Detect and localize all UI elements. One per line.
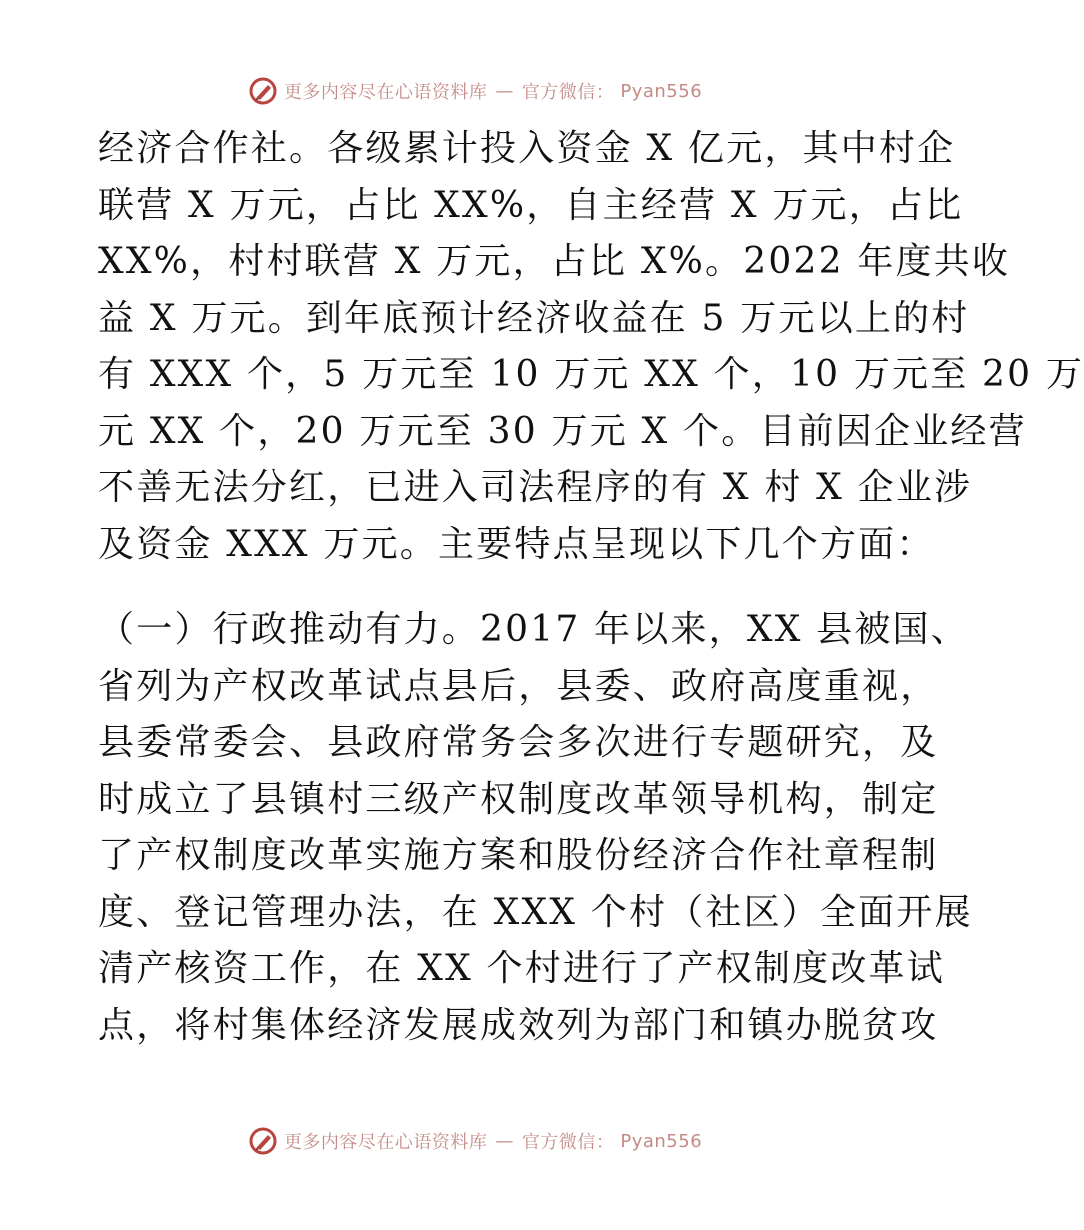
watermark-wechat-label: 官方微信： <box>521 1132 615 1153</box>
text-line: 有 XXX 个，5 万元至 10 万元 XX 个，10 万元至 20 万 <box>98 354 1084 395</box>
text-line: 益 X 万元。到年底预计经济收益在 5 万元以上的村 <box>98 297 970 339</box>
text-line: 度、登记管理办法，在 XXX 个村（社区）全面开展 <box>98 891 973 933</box>
text-line: XX%，村村联营 X 万元，占比 X%。2022 年度共收 <box>98 241 1011 282</box>
pen-logo-icon <box>248 1126 278 1156</box>
text-line: 元 XX 个，20 万元至 30 万元 X 个。目前因企业经营 <box>98 410 1027 452</box>
text-line: 不善无法分红，已进入司法程序的有 X 村 X 企业涉 <box>98 467 973 508</box>
text-line: 联营 X 万元，占比 XX%，自主经营 X 万元，占比 <box>98 184 964 226</box>
text-line: 点，将村集体经济发展成效列为部门和镇办脱贫攻 <box>98 1004 939 1046</box>
text-line: 清产核资工作，在 XX 个村进行了产权制度改革试 <box>98 948 945 989</box>
watermark-wechat-id: Pyan556 <box>620 80 703 102</box>
text-line: 经济合作社。各级累计投入资金 X 亿元，其中村企 <box>98 128 956 169</box>
text-line: 县委常委会、县政府常务会多次进行专题研究，及 <box>98 722 939 763</box>
text-line: 时成立了县镇村三级产权制度改革领导机构，制定 <box>98 778 939 820</box>
watermark-separator: — <box>495 1130 514 1152</box>
watermark-wechat-id: Pyan556 <box>620 1130 703 1152</box>
paragraph-administrative-push <box>98 602 973 1054</box>
text-line: （一）行政推动有力。2017 年以来，XX 县被国、 <box>98 609 969 650</box>
watermark-site-text: 更多内容尽在心语资料库 <box>283 1132 488 1153</box>
text-line: 省列为产权改革试点县后，县委、政府高度重视， <box>98 665 939 707</box>
text-line: 了产权制度改革实施方案和股份经济合作社章程制 <box>98 835 939 876</box>
header-watermark <box>0 76 950 106</box>
watermark-wechat-label: 官方微信： <box>521 82 615 103</box>
watermark-site-text: 更多内容尽在心语资料库 <box>283 82 488 103</box>
pen-logo-icon <box>248 76 278 106</box>
paragraph-summary <box>98 121 1084 573</box>
footer-watermark <box>0 1126 950 1156</box>
text-line: 及资金 XXX 万元。主要特点呈现以下几个方面： <box>98 523 935 565</box>
watermark-separator: — <box>495 80 514 102</box>
